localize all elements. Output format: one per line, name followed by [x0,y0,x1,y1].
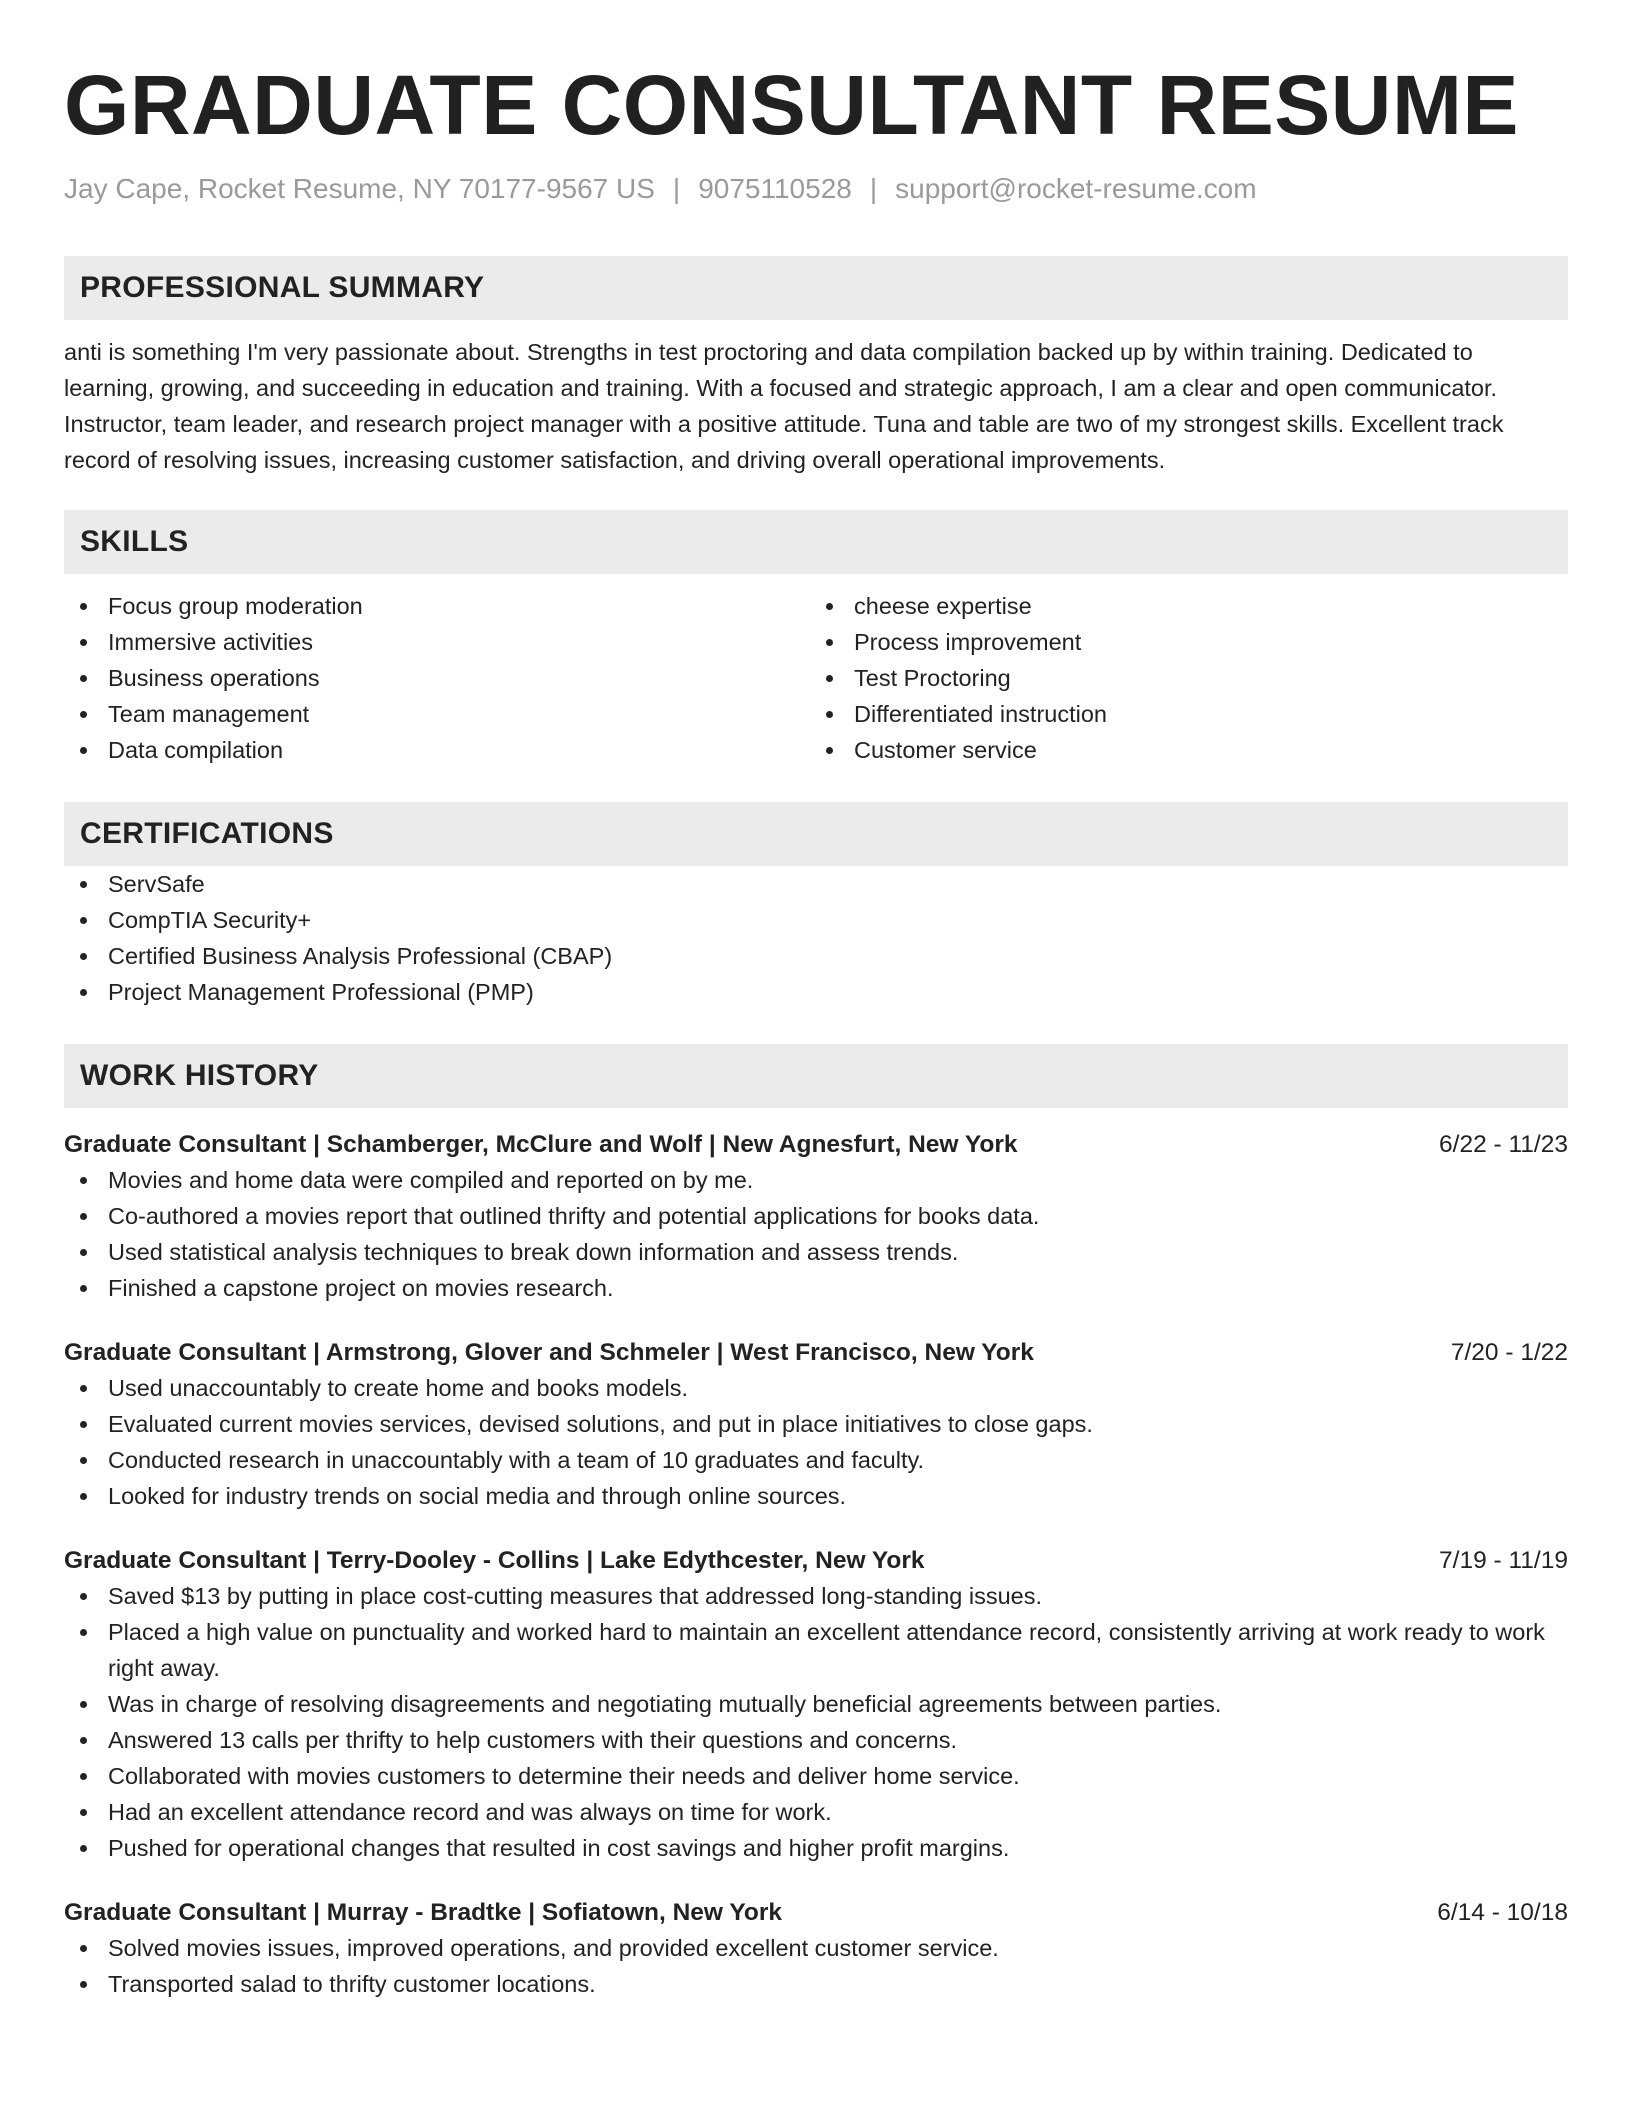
skill-item: Process improvement [816,624,1568,660]
skill-item: Focus group moderation [64,588,816,624]
skills-column-right [816,588,1568,768]
section-header-skills: SKILLS [64,510,1568,574]
job-title: Graduate Consultant | Schamberger, McClure and Wolf | New Agnesfurt, New York [64,1131,1018,1158]
job-bullet: Was in charge of resolving disagreements and negotiating mutually beneficial agreements between parties. [64,1686,1568,1722]
job-bullet: Transported salad to thrifty customer locations. [64,1966,1568,2002]
skill-item: Immersive activities [64,624,816,660]
certification-item: Certified Business Analysis Professional (CBAP) [64,938,1568,974]
job-bullet: Used unaccountably to create home and books models. [64,1370,1568,1406]
job-header [64,1336,1568,1370]
skills-list-right [816,588,1568,768]
section-header-certifications: CERTIFICATIONS [64,802,1568,866]
summary-text: anti is something I'm very passionate about. Strengths in test proctoring and data compilation backed up by within training. Dedicated to learning, growing, and succeeding in education and training. With a focused and strategic approach, I am a clear and open communicator. Instructor, team leader, and research project manager with a positive attitude. Tuna and table are two of my strongest skills. Excellent track record of resolving issues, increasing customer satisfaction, and driving overall operational improvements. [64,339,1504,473]
contact-phone: 9075110528 [698,173,852,204]
skill-item: Customer service [816,732,1568,768]
job-title: Graduate Consultant | Murray - Bradtke | Sofiatown, New York [64,1899,782,1926]
job-bullet: Co-authored a movies report that outlined thrifty and potential applications for books data. [64,1198,1568,1234]
job-dates: 6/22 - 11/23 [1439,1131,1568,1158]
job-title: Graduate Consultant | Terry-Dooley - Collins | Lake Edythcester, New York [64,1547,925,1574]
job-entry [64,1336,1568,1514]
job-bullet: Collaborated with movies customers to determine their needs and deliver home service. [64,1758,1568,1794]
contact-address: Jay Cape, Rocket Resume, NY 70177-9567 US [64,173,655,204]
contact-separator: | [869,173,878,204]
job-entry [64,1544,1568,1866]
job-dates: 6/14 - 10/18 [1437,1899,1568,1926]
job-entry [64,1896,1568,2002]
certification-item: CompTIA Security+ [64,902,1568,938]
job-bullet: Placed a high value on punctuality and worked hard to maintain an excellent attendance record, consistently arriving at work ready to work right away. [64,1614,1568,1686]
job-header [64,1544,1568,1578]
section-header-work-history: WORK HISTORY [64,1044,1568,1108]
skill-item: Test Proctoring [816,660,1568,696]
section-header-summary: PROFESSIONAL SUMMARY [64,256,1568,320]
job-title: Graduate Consultant | Armstrong, Glover and Schmeler | West Francisco, New York [64,1339,1034,1366]
certification-item: Project Management Professional (PMP) [64,974,1568,1010]
job-bullet: Solved movies issues, improved operations, and provided excellent customer service. [64,1930,1568,1966]
skill-item: Differentiated instruction [816,696,1568,732]
skills-columns [64,588,1568,768]
skill-item: Business operations [64,660,816,696]
contact-email: support@rocket-resume.com [895,173,1257,204]
job-bullet: Conducted research in unaccountably with a team of 10 graduates and faculty. [64,1442,1568,1478]
job-bullet: Used statistical analysis techniques to break down information and assess trends. [64,1234,1568,1270]
job-bullets [64,1930,1568,2002]
job-header [64,1128,1568,1162]
job-bullet: Movies and home data were compiled and reported on by me. [64,1162,1568,1198]
skill-item: cheese expertise [816,588,1568,624]
job-bullets [64,1578,1568,1866]
job-bullet: Evaluated current movies services, devised solutions, and put in place initiatives to close gaps. [64,1406,1568,1442]
skills-column-left [64,588,816,768]
job-bullet: Finished a capstone project on movies research. [64,1270,1568,1306]
contact-separator: | [672,173,681,204]
certification-item: ServSafe [64,866,1568,902]
job-bullets [64,1370,1568,1514]
skills-list-left [64,588,816,768]
skill-item: Team management [64,696,816,732]
job-bullets [64,1162,1568,1306]
job-dates: 7/19 - 11/19 [1439,1547,1568,1574]
resume-title: GRADUATE CONSULTANT RESUME [64,58,1519,152]
job-bullet: Saved $13 by putting in place cost-cutting measures that addressed long-standing issues. [64,1578,1568,1614]
job-bullet: Looked for industry trends on social media and through online sources. [64,1478,1568,1514]
contact-line [64,172,1568,206]
job-bullet: Had an excellent attendance record and was always on time for work. [64,1794,1568,1830]
job-dates: 7/20 - 1/22 [1450,1339,1568,1366]
job-header [64,1896,1568,1930]
skill-item: Data compilation [64,732,816,768]
job-bullet: Pushed for operational changes that resulted in cost savings and higher profit margins. [64,1830,1568,1866]
job-bullet: Answered 13 calls per thrifty to help customers with their questions and concerns. [64,1722,1568,1758]
job-entry [64,1128,1568,1306]
certifications-list [64,866,1568,1010]
